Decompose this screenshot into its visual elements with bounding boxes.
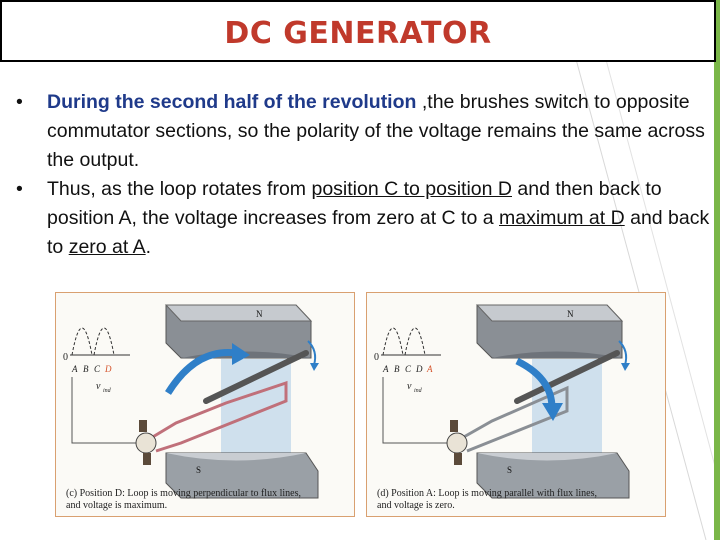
figure-position-a bbox=[366, 292, 666, 517]
bullet-item bbox=[14, 175, 714, 262]
north-pole-top bbox=[166, 305, 311, 321]
spin-arrow-head bbox=[621, 363, 630, 371]
south-pole-label: S bbox=[507, 465, 513, 475]
bullet-text: . bbox=[145, 236, 152, 258]
bullet-text: ,the brushes switch to opposite commutator sections, so the polarity of the voltage remains the same across the output. bbox=[47, 91, 705, 171]
position-label: A bbox=[427, 364, 433, 374]
bullet-text: position C to position D bbox=[311, 178, 512, 200]
position-label: D bbox=[105, 364, 112, 374]
bullet-text: maximum at D bbox=[499, 207, 625, 229]
commutator bbox=[447, 433, 467, 453]
accent-strip bbox=[714, 0, 720, 540]
position-label: C bbox=[405, 364, 412, 374]
bullet-text: zero at A bbox=[68, 236, 146, 258]
brush-top bbox=[450, 420, 458, 432]
voltage-waveform bbox=[383, 328, 425, 355]
position-label: C bbox=[94, 364, 101, 374]
graph-origin-label: 0 bbox=[374, 352, 379, 363]
title-box bbox=[0, 0, 716, 62]
brush-top bbox=[139, 420, 147, 432]
bullet-text: and back to bbox=[47, 207, 710, 258]
north-pole-label: N bbox=[256, 309, 263, 319]
bullet-dot-icon: • bbox=[16, 91, 23, 113]
circuit-wire bbox=[72, 377, 142, 443]
position-label: A bbox=[72, 364, 78, 374]
voltage-subscript-label: ind bbox=[103, 388, 111, 394]
page-title: DC GENERATOR bbox=[224, 16, 492, 51]
figure-diagram bbox=[56, 293, 354, 516]
voltage-waveform bbox=[72, 328, 114, 355]
north-pole-label: N bbox=[567, 309, 574, 319]
graph-origin-label: 0 bbox=[63, 352, 68, 363]
figure-caption: (c) Position D: Loop is moving perpendicular to flux lines, and voltage is maximum. bbox=[66, 488, 301, 511]
south-pole-label: S bbox=[196, 465, 202, 475]
position-label: A bbox=[383, 364, 389, 374]
circuit-wire bbox=[383, 377, 453, 443]
commutator bbox=[136, 433, 156, 453]
figure-diagram bbox=[367, 293, 665, 516]
north-pole-top bbox=[477, 305, 622, 321]
bullet-item bbox=[14, 88, 714, 175]
figure-position-d bbox=[55, 292, 355, 517]
spin-arrow-head bbox=[310, 363, 319, 371]
brush-bottom bbox=[143, 453, 151, 465]
bullet-text: and then back to position A, the voltage increases from zero at C to a bbox=[47, 178, 662, 229]
position-label: B bbox=[83, 364, 89, 374]
bullet-dot-icon: • bbox=[16, 178, 23, 200]
figure-caption: (d) Position A: Loop is moving parallel with flux lines, and voltage is zero. bbox=[377, 488, 597, 511]
voltage-label: v bbox=[96, 381, 101, 392]
voltage-subscript-label: ind bbox=[414, 388, 422, 394]
bullet-text: During the second half of the revolution bbox=[47, 91, 417, 113]
position-label: D bbox=[416, 364, 423, 374]
brush-bottom bbox=[454, 453, 462, 465]
bullet-text: Thus, as the loop rotates from bbox=[47, 178, 312, 200]
voltage-label: v bbox=[407, 381, 412, 392]
position-label: B bbox=[394, 364, 400, 374]
bullet-list bbox=[14, 88, 714, 262]
